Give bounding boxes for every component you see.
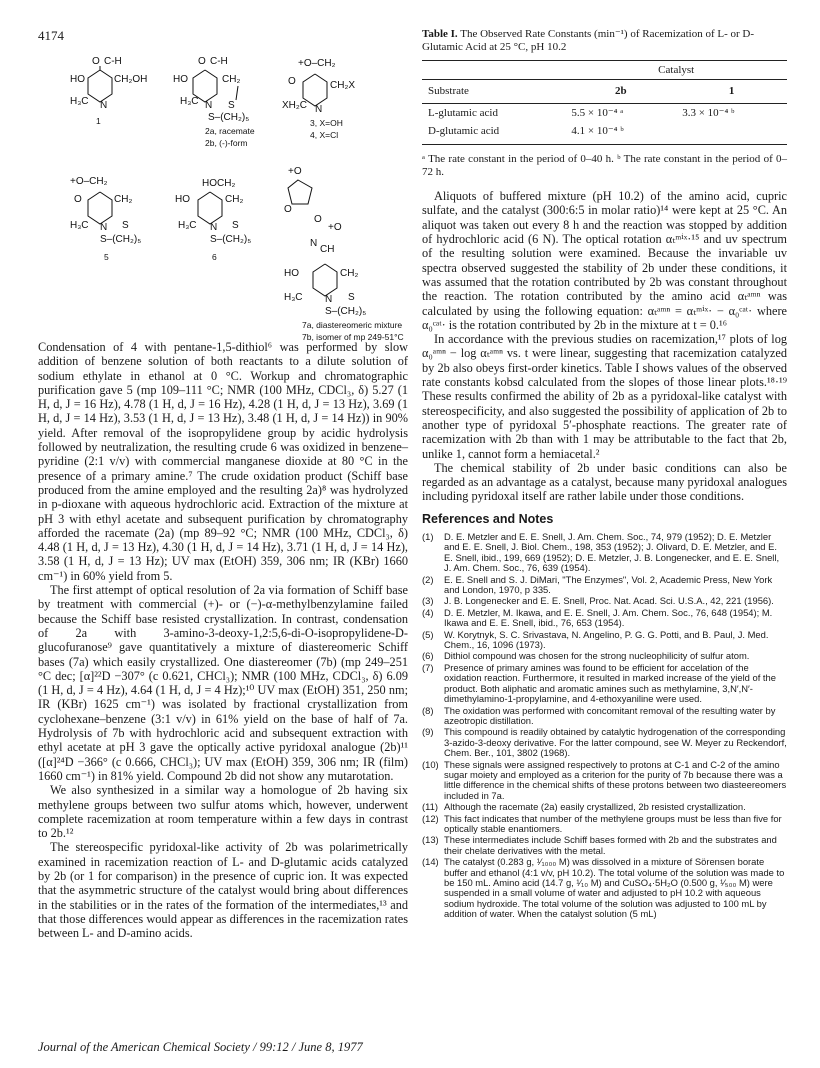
left-column: [38, 340, 408, 940]
structure-6: [175, 178, 251, 262]
reference-item: (9) This compound is readily obtained by catalytic hydrogenation of the corresponding 3-azido-3-deoxy derivative. For the latter compound, see W. Meyer zu Reckendorf, Chem. Ber., 101, 3802 (1968).: [422, 726, 787, 759]
table-caption: [422, 28, 787, 54]
svg-text:HO: HO: [175, 194, 190, 205]
reference-item: (1) D. E. Metzler and E. E. Snell, J. Am. Chem. Soc., 74, 979 (1952); D. E. Metzler and E. E. Snell, J. Biol. Chem., 198, 353 (1952); J. Olivard, D. E. Metzler, and E. E. Snell, ibid., 199, 669 (1952); D. E. Metzler, J. B. Longenecker, and E. E. Snell, J. Am. Chem. Soc., 76, 639 (1954).: [422, 531, 780, 574]
cell-substrate: L-glutamic acid: [428, 106, 498, 119]
svg-text:O: O: [288, 76, 296, 87]
svg-text:CH₂OH: CH₂OH: [114, 74, 148, 85]
svg-text:C-H: C-H: [210, 56, 228, 67]
svg-text:HO: HO: [70, 74, 85, 85]
svg-text:CH₂X: CH₂X: [330, 80, 355, 91]
svg-text:H₃C: H₃C: [284, 292, 303, 303]
svg-text:S–(CH₂)₅: S–(CH₂)₅: [325, 306, 367, 317]
svg-text:O: O: [92, 56, 100, 67]
structures-svg: [70, 52, 415, 342]
table-row: [422, 103, 787, 122]
svg-text:S: S: [348, 292, 355, 303]
structure-2: [173, 56, 255, 148]
svg-text:CH₂: CH₂: [114, 194, 133, 205]
reference-item: (3) J. B. Longenecker and E. E. Snell, Proc. Nat. Acad. Sci. U.S.A., 42, 221 (1956).: [422, 595, 774, 607]
svg-text:S: S: [122, 220, 129, 231]
references-title: References and Notes: [422, 511, 554, 526]
svg-text:S: S: [228, 100, 235, 111]
svg-text:N: N: [210, 222, 218, 233]
paragraph: The stereospecific pyridoxal-like activity of 2b was polarimetrically examined in racemization reaction of L- and D-glutamic acids catalyzed by 2b (or 1 for comparison) in the presence of cupric ion. It was expected that the asymmetric structure of the catalyst would bring about differences in the stabilities or in the rates of the formation of the intermediates,¹³ and that those differences would appear as differences in the racemization rates between L- and D-amino acids.: [38, 840, 408, 941]
svg-text:N: N: [315, 104, 323, 115]
col-2b-header: 2b: [565, 80, 676, 103]
paragraph: Condensation of 4 with pentane-1,5-dithiol⁶ was performed by slow addition of benzene solution of both reactants to a dilute solution of sodium ethylate in ethanol at 0 °C. Workup and chromatographic purification gave 5 (mp 109–111 °C; NMR (100 MHz, CDCl₃, δ) 5.27 (1 H, d, J = 16 Hz), 4.78 (1 H, d, J = 16 Hz), 4.28 (1 H, d, J = 13 Hz), 3.69 (1 H, d, J = 14 Hz), 3.53 (1 H, d, J = 13 Hz), 3.48 (1 H, d, J = 14 Hz)) in 90% yield. After removal of the isopropylidene group by acidic hydrolysis followed by neutralization, the resulting crude 6 was oxidized in benzene–pyridine (2:1 v/v) with commercial manganese dioxide at 80 °C in the presence of a primary amine.⁷ The crude oxidation product (Schiff base produced from the amine employed and the resulting 2a)⁸ was hydrolyzed in p-dioxane with aqueous hydrochloric acid. Extraction of the mixture at pH 3 with ethyl acetate and subsequent purification by chromatography afforded the racemate (2a) (mp 89–92 °C; NMR (100 MHz, CDCl₃, δ) 4.48 (1 H, d, J = 13 Hz), 4.30 (1 H, d, J = 14 Hz), 3.71 (1 H, d, J = 14 Hz), 3.58 (1 H, d, J = 13 Hz); UV max (EtOH) 359, 306 nm; IR (KBr) 1660 cm⁻¹) in 60% yield from 5.: [38, 340, 408, 583]
reference-item: (7) Presence of primary amines was found to be efficient for accelation of the oxidation reaction. Furthermore, it resulted in marked increase of the yield of the product. Both aliphatic and aromatic amines such as methylamine, 3,N′,N′-dimethylamino-1-propylamine, and 4-ethoxyaniline were used.: [422, 661, 776, 705]
svg-text:O: O: [284, 204, 292, 215]
reference-item: (13) These intermediates include Schiff bases formed with 2b and the substrates and their chelate derivatives with the metal.: [422, 834, 777, 856]
svg-text:N: N: [100, 100, 108, 111]
reference-item: (10) These signals were assigned respectively to protons at C-1 and C-2 of the amino sugar moiety and employed as a criterion for the purity of 7b because there was a little difference in the chemical shifts of these protons between two diasteereomers included in 7a.: [422, 758, 787, 801]
references-list: [422, 532, 787, 920]
svg-text:N: N: [310, 238, 318, 249]
svg-text:HOCH₂: HOCH₂: [202, 178, 236, 189]
svg-text:O: O: [198, 56, 206, 67]
structure-5: [70, 176, 141, 262]
right-column: [422, 28, 787, 921]
svg-text:S–(CH₂)₅: S–(CH₂)₅: [210, 234, 252, 245]
label-compound-6: 6: [212, 252, 217, 262]
label-compound-2b: 2b, (-)-form: [205, 138, 248, 148]
structure-1: [70, 56, 147, 126]
paragraph: In accordance with the previous studies on racemization,¹⁷ plots of log α₀ᵃᵐⁿ − log αₜᵃᵐⁿ vs. t were linear, suggesting that racemization catalyzed by 2b also obeys first-order kinetics. Table I shows values of the observed rate constants kobsd calculated from the slopes of those linear plots.¹⁸·¹⁹ These results confirmed the ability of 2b as a pyridoxal-like catalyst with stereospecificity, and also suggested the possibility of application of 2b to another type of pyridoxal 5′-phosphate reactions. The greater rate of racemization with 2b than with 1 may be attributable to the fact that 2b, unlike 1, cannot form a hemiacetal.²: [422, 332, 787, 461]
label-compound-7a: 7a, diastereomeric mixture: [302, 320, 403, 330]
svg-text:HO: HO: [284, 268, 299, 279]
svg-text:N: N: [325, 294, 333, 305]
table-label: Table I.: [422, 28, 458, 40]
table-title: The Observed Rate Constants (min⁻¹) of Racemization of L- or D-Glutamic Acid at 25 °C, pH 10.2: [422, 28, 755, 53]
svg-text:HO: HO: [173, 74, 188, 85]
reference-item: (5) W. Korytnyk, S. C. Srivastava, N. Angelino, P. G. G. Potti, and B. Paul, J. Med. Chem., 16, 1096 (1973).: [422, 628, 769, 651]
svg-text:S–(CH₂)₅: S–(CH₂)₅: [208, 112, 250, 123]
label-compound-1: 1: [96, 116, 101, 126]
label-compound-5: 5: [104, 252, 109, 262]
svg-text:CH₂: CH₂: [340, 268, 359, 279]
paragraph: The chemical stability of 2b under basic conditions can also be regarded as an advantage as a catalyst, because many pyridoxal analogues including pyridoxal itself are rather labile under those conditions.: [422, 460, 787, 504]
svg-text:S: S: [232, 220, 239, 231]
paragraph: Aliquots of buffered mixture (pH 10.2) of the amino acid, cupric sulfate, and the catalyst (300:6:5 in molar ratio)¹⁴ were kept at 25 °C. An aliquot was taken out every 8 h and the reaction was stopped by addition of hydrochloric acid (6 N). The optical rotation αₜᵐⁱˣ·¹⁵ and uv spectrum of the resulting solution were examined. Because the invariable uv spectra observed suggested the stability of 2b under these conditions, it was assumed that the rotation contributed by 2b was constant throughout the reaction. The rotation contributed by the amino acid αₜᵃᵐⁿ was calculated by using the following equation: αₜᵃᵐⁿ = αₜᵐⁱˣ· − α₀ᶜᵃᵗ· where α₀ᶜᵃᵗ· is the rotation contributed by 2b in the mixture at t = 0.¹⁶: [422, 189, 787, 332]
svg-text:CH₂: CH₂: [222, 74, 241, 85]
svg-text:H₃C: H₃C: [70, 96, 89, 107]
reference-item: (12) This fact indicates that number of the methylene groups must be less than five for optically stable enantiomers.: [422, 812, 782, 834]
structure-7: [284, 166, 404, 342]
svg-text:+O–CH₂: +O–CH₂: [298, 58, 336, 69]
svg-text:CH₂: CH₂: [225, 194, 244, 205]
svg-text:+O: +O: [328, 222, 342, 233]
svg-text:XH₂C: XH₂C: [282, 100, 307, 111]
svg-text:CH: CH: [320, 244, 335, 255]
svg-text:H₃C: H₃C: [180, 96, 199, 107]
svg-text:N: N: [100, 222, 108, 233]
cell-2b: 5.5 × 10⁻⁴ ᵃ: [571, 106, 624, 119]
label-compound-4: 4, X=Cl: [310, 130, 339, 140]
svg-text:S–(CH₂)₅: S–(CH₂)₅: [100, 234, 142, 245]
table-row: [422, 122, 787, 145]
cell-2b: 4.1 × 10⁻⁴ ᵇ: [565, 122, 676, 145]
label-compound-7b: 7b, isomer of mp 249-51°C: [302, 332, 404, 342]
svg-text:C-H: C-H: [104, 56, 122, 67]
svg-text:O: O: [314, 214, 322, 225]
reference-item: (4) D. E. Metzler, M. Ikawa, and E. E. Snell, J. Am. Chem. Soc., 76, 648 (1954); M. Ikawa and E. E. Snell, ibid., 76, 653 (1954).: [422, 606, 773, 629]
cell-1: 3.3 × 10⁻⁴ ᵇ: [682, 106, 735, 119]
reference-item: (8) The oxidation was performed with concomitant removal of the resulting water by azeotropic distillation.: [422, 704, 776, 726]
structure-3-4: [282, 58, 355, 140]
svg-text:N: N: [205, 100, 213, 111]
page-number: 4174: [38, 28, 64, 43]
table-footnote: ᵃ The rate constant in the period of 0–40 h. ᵇ The rate constant in the period of 0–72 h.: [422, 153, 787, 179]
paragraph: We also synthesized in a similar way a homologue of 2b having six methylene groups between two sulfur atoms which, however, underwent complete racemization at room temperature within a few days in contrast to 2b.¹²: [38, 783, 408, 841]
catalyst-header: Catalyst: [565, 61, 787, 80]
svg-text:H₃C: H₃C: [70, 220, 89, 231]
label-compound-3: 3, X=OH: [310, 118, 343, 128]
reference-item: (14) The catalyst (0.283 g, ¹⁄₁₀₀₀ M) was dissolved in a mixture of Sörensen borate buffer and ethanol (4:1 v/v, pH 10.2). The total volume of the solution was made to be 150 mL. Amino acid (14.7 g, ¹⁄₁₀ M) and CuSO₄·5H₂O (0.500 g, ¹⁄₅₀₀ M) were suspended in a small volume of water and adjusted to pH 10.2 with aqueous sodium hydroxide. The total volume of the solution was adjusted to 100 mL by addition of water. When the catalyst solution (5 mL): [422, 856, 785, 920]
substrate-header: Substrate: [422, 80, 565, 103]
col-1-header: 1: [676, 80, 787, 103]
chemical-structures: [70, 52, 415, 342]
reference-item: (6) Dithiol compound was chosen for the strong nucleophilicity of sulfur atom.: [422, 650, 750, 662]
rate-table: [422, 60, 787, 145]
cell-1: [676, 122, 787, 145]
cell-substrate: D-glutamic acid: [422, 122, 565, 145]
journal-footer: Journal of the American Chemical Society / 99:12 / June 8, 1977: [38, 1040, 363, 1054]
label-compound-2a: 2a, racemate: [205, 126, 255, 136]
reference-item: (2) E. E. Snell and S. J. DiMari, "The Enzymes", Vol. 2, Academic Press, New York and London, 1970, p 335.: [422, 573, 773, 596]
paragraph: The first attempt of optical resolution of 2a via formation of Schiff base by treatment with commercial (+)- or (−)-α-methylbenzylamine failed because the Schiff base resisted crystallization. In contrast, condensation of 2a with 3-amino-3-deoxy-1,2:5,6-di-O-isopropylidene-D-glucofuranose⁹ gave quantitatively a mixture of diastereomeric Schiff bases (7a) which easily crystallized. One diastereomer (7b) (mp 249–251 °C dec; [α]²²D −307° (c 0.621, CHCl₃); NMR (100 MHz, CDCl₃, δ) 6.09 (1 H, d, J = 4 Hz), 4.64 (1 H, d, J = 4 Hz);¹⁰ UV max (EtOH) 351, 250 nm; IR (KBr) 1625 cm⁻¹) was isolated by fractional crystallization from cyclohexane–benzene (3:1 v/v) in 61% yield on the base of half of 7a. Hydrolysis of 7b with hydrochloric acid and subsequent extraction with ethyl acetate at pH 3 gave the optically active pyridoxal analogue (2b)¹¹ ([α]²⁴D −366° (c 0.666, CHCl₃); UV max (EtOH) 359, 306 nm; IR (film) 1660 cm⁻¹) in 81% yield. Compound 2b did not show any mutarotation.: [38, 583, 408, 783]
svg-text:+O–CH₂: +O–CH₂: [70, 176, 108, 187]
svg-text:O: O: [74, 194, 82, 205]
svg-text:H₃C: H₃C: [178, 220, 197, 231]
svg-text:+O: +O: [288, 166, 302, 177]
reference-item: (11) Although the racemate (2a) easily crystallized, 2b resisted crystallization.: [422, 801, 746, 813]
